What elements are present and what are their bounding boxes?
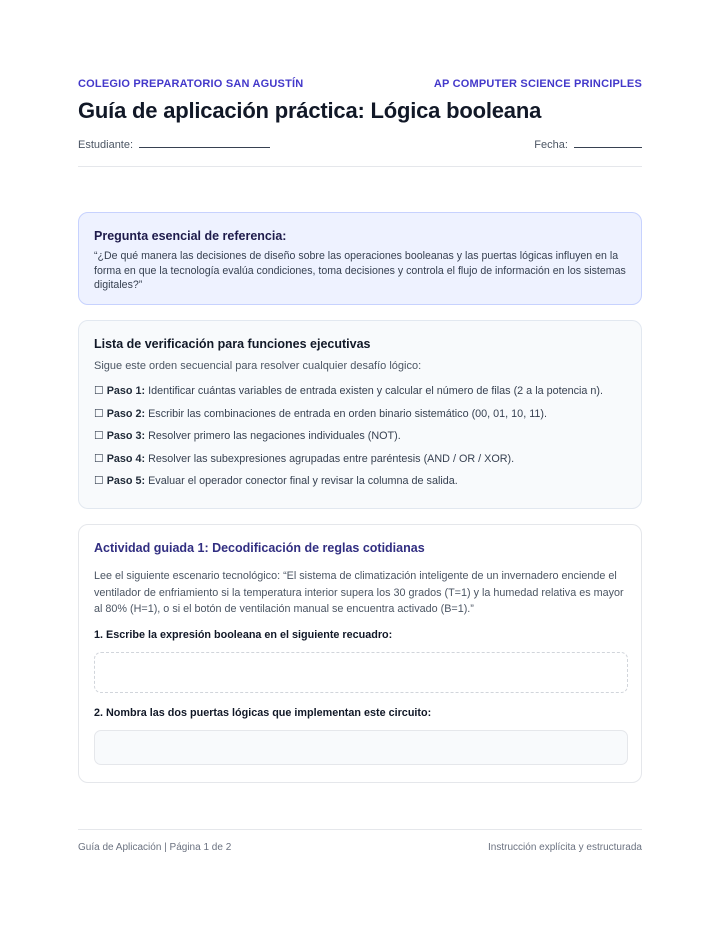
checkbox-icon[interactable]: ☐ xyxy=(94,385,104,397)
guided-activity-card xyxy=(78,524,642,783)
checklist-heading: Lista de verificación para funciones ejecutivas xyxy=(94,337,371,351)
checklist-step-1 xyxy=(94,384,626,398)
step-text: Resolver primero las negaciones individuales (NOT). xyxy=(148,430,401,443)
worksheet-page xyxy=(78,0,642,932)
logic-gates-answer-box[interactable] xyxy=(94,730,628,765)
essential-question-heading: Pregunta esencial de referencia: xyxy=(94,229,287,243)
checkbox-icon[interactable]: ☐ xyxy=(94,452,104,465)
activity-heading: Actividad guiada 1: Decodificación de reglas cotidianas xyxy=(94,541,425,555)
checklist-step-5 xyxy=(94,474,626,488)
checkbox-icon[interactable]: ☐ xyxy=(94,475,104,488)
checklist-step-3 xyxy=(94,429,626,443)
student-name-line[interactable] xyxy=(139,138,270,148)
checklist-step-4 xyxy=(94,452,626,466)
student-label: Estudiante: xyxy=(78,139,134,151)
step-label: Paso 1: xyxy=(106,385,146,397)
footer-divider xyxy=(78,829,642,830)
essential-question-card xyxy=(78,212,642,305)
header-divider xyxy=(78,166,642,167)
question-2-label: 2. Nombra las dos puertas lógicas que implementan este circuito: xyxy=(94,706,432,719)
question-1-label: 1. Escribe la expresión booleana en el siguiente recuadro: xyxy=(94,628,393,641)
footer-note: Instrucción explícita y estructurada xyxy=(488,842,642,853)
date-line[interactable] xyxy=(574,138,642,148)
step-text: Resolver las subexpresiones agrupadas entre paréntesis (AND / OR / XOR). xyxy=(148,452,515,465)
date-label: Fecha: xyxy=(534,139,568,151)
checklist-step-2 xyxy=(94,407,626,421)
step-label: Paso 5: xyxy=(106,475,146,488)
footer-page-info: Guía de Aplicación | Página 1 de 2 xyxy=(78,842,232,853)
boolean-expression-answer-box[interactable] xyxy=(94,652,628,693)
step-label: Paso 4: xyxy=(106,452,146,465)
school-name: COLEGIO PREPARATORIO SAN AGUSTÍN xyxy=(78,78,304,90)
checklist-intro: Sigue este orden secuencial para resolver cualquier desafío lógico: xyxy=(94,360,422,372)
student-meta-row xyxy=(78,138,642,151)
course-name: AP COMPUTER SCIENCE PRINCIPLES xyxy=(433,78,642,90)
page-footer xyxy=(78,842,642,853)
essential-question-text: “¿De qué manera las decisiones de diseño sobre las operaciones booleanas y las puertas lógicas influyen en la forma en que la tecnología evalúa condiciones, toma decisiones y controla el flujo de información en los sistemas digitales?” xyxy=(94,250,626,291)
step-label: Paso 2: xyxy=(106,407,146,420)
student-field xyxy=(78,138,270,151)
step-label: Paso 3: xyxy=(106,430,146,443)
step-text: Identificar cuántas variables de entrada existen y calcular el número de filas (2 a la potencia n). xyxy=(148,385,604,397)
activity-scenario: Lee el siguiente escenario tecnológico: “El sistema de climatización inteligente de un invernadero enciende el ventilador de enfriamiento si la temperatura interior supera los 30 grados (T=1) y la humedad relativa es mayor al 80% (H=1), o si el botón de ventilación manual se encuentra activado (B=1).” xyxy=(94,570,624,616)
checklist-card xyxy=(78,320,642,509)
page-title: Guía de aplicación práctica: Lógica booleana xyxy=(78,98,542,123)
checkbox-icon[interactable]: ☐ xyxy=(94,430,104,443)
date-field xyxy=(534,138,642,151)
step-text: Escribir las combinaciones de entrada en orden binario sistemático (00, 01, 10, 11). xyxy=(148,407,547,420)
header-row xyxy=(78,78,642,90)
checkbox-icon[interactable]: ☐ xyxy=(94,407,104,420)
step-text: Evaluar el operador conector final y revisar la columna de salida. xyxy=(148,475,458,488)
